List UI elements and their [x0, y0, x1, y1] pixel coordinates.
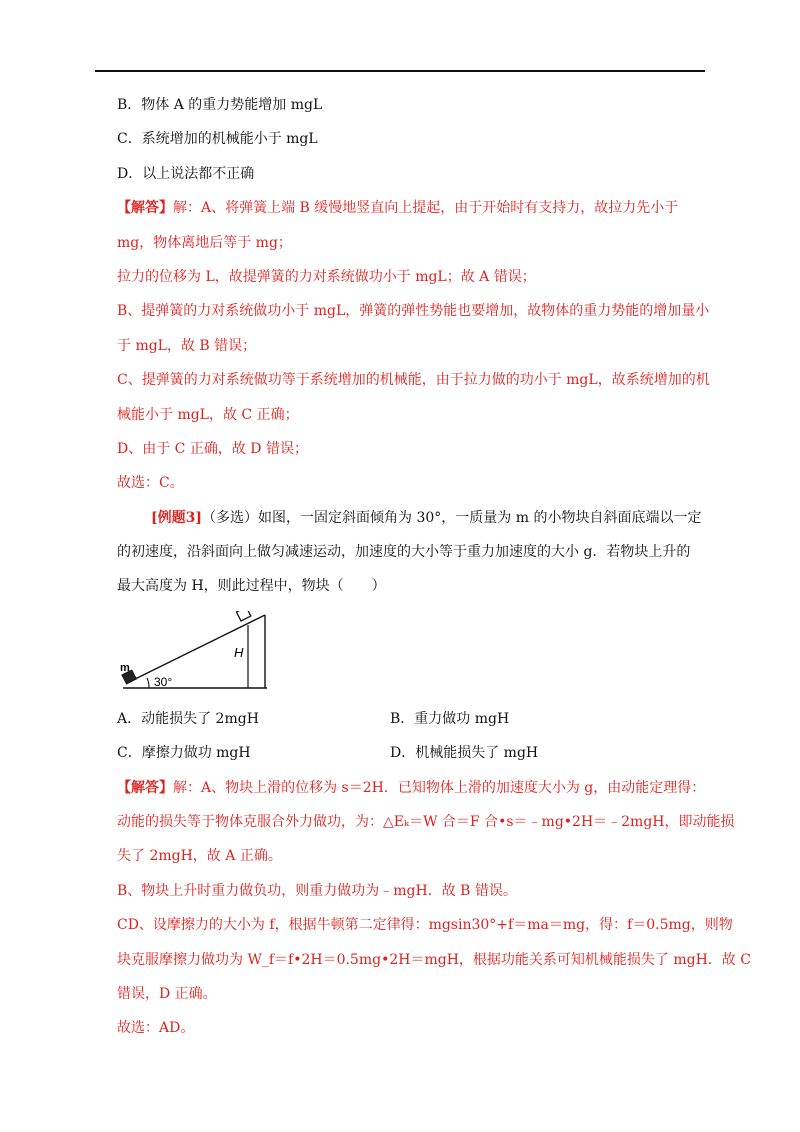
example-3 [117, 508, 707, 764]
options-row [117, 743, 707, 763]
option-c: C．摩擦力做功 mgH [117, 745, 251, 762]
answer-line: 块克服摩擦力做功为 W_f＝f•2H＝0.5mg•2H＝mgH，根据功能关系可知机械能损失了 mgH．故 C [117, 951, 751, 968]
answer-line: 械能小于 mgL，故 C 正确； [117, 406, 299, 423]
option-c: C．系统增加的机械能小于 mgL [117, 131, 318, 148]
option-d: D．机械能损失了 mgH [390, 745, 539, 762]
option-b: B．重力做功 mgH [390, 710, 510, 727]
document-body [117, 95, 751, 1053]
incline-figure [117, 611, 707, 701]
answer-line: 解：A、将弹簧上端 B 缓慢地竖直向上提起，由于开始时有支持力，故拉力先小于 [173, 200, 679, 217]
answer-line: D、由于 C 正确，故 D 错误； [117, 440, 308, 457]
incline-diagram [117, 611, 277, 701]
answer-line: C、提弹簧的力对系统做功等于系统增加的机械能，由于拉力做的功小于 mgL，故系统增加的机 [117, 372, 710, 389]
option-b: B．物体 A 的重力势能增加 mgL [117, 97, 323, 113]
height-label: H [234, 644, 244, 660]
answer-line: mg，物体离地后等于 mg； [117, 234, 292, 251]
answer-line: 失了 2mgH，故 A 正确。 [117, 848, 282, 865]
options-row [117, 709, 707, 729]
answer-line: 拉力的位移为 L，故提弹簧的力对系统做功小于 mgL；故 A 错误； [117, 268, 536, 285]
question-line: 最大高度为 H，则此过程中，物块（ ） [117, 578, 386, 595]
answer-line: 于 mgL，故 B 错误； [117, 337, 257, 354]
answer-tag: 【解答】 [117, 200, 173, 217]
answer-line: 动能的损失等于物体克服合外力做功，为：△Eₖ＝W 合＝F 合•s＝﹣mg•2H＝﹣2mgH，即动能损 [117, 814, 735, 831]
answer-line: CD、设摩擦力的大小为 f，根据牛顿第二定律得：mgsin30°+f＝ma＝mg，得：f＝0.5mg，则物 [117, 917, 733, 934]
question-line: 的初速度，沿斜面向上做匀减速运动，加速度的大小等于重力加速度的大小 g．若物块上升的 [117, 544, 691, 561]
question-line: （多选）如图，一固定斜面倾角为 30°，一质量为 m 的小物块自斜面底端以一定 [202, 509, 702, 526]
answer-line: 故选：AD。 [117, 1020, 195, 1037]
incline-line [127, 615, 265, 683]
answer-1 [117, 198, 710, 493]
angle-label: 30° [154, 674, 173, 689]
answer-tag: 【解答】 [117, 779, 173, 796]
example-tag: [例题3] [151, 509, 202, 526]
answer-line: B、提弹簧的力对系统做功小于 mgL，弹簧的弹性势能也要增加，故物体的重力势能的增加量小 [117, 303, 710, 320]
angle-arc [147, 678, 149, 688]
header-rule [95, 70, 705, 72]
answer-2 [117, 778, 751, 1039]
option-d: D．以上说法都不正确 [117, 165, 255, 182]
answer-line: B、物块上升时重力做负功，则重力做功为﹣mgH．故 B 错误。 [117, 882, 517, 899]
answer-line: 解：A、物块上滑的位移为 s＝2H．已知物体上滑的加速度大小为 g，由动能定理得： [173, 779, 706, 796]
option-a: A．动能损失了 2mgH [117, 710, 259, 727]
answer-line: 错误，D 正确。 [117, 985, 217, 1002]
block-top [236, 611, 250, 621]
mass-label: m [120, 661, 130, 674]
answer-line: 故选：C。 [117, 475, 184, 492]
